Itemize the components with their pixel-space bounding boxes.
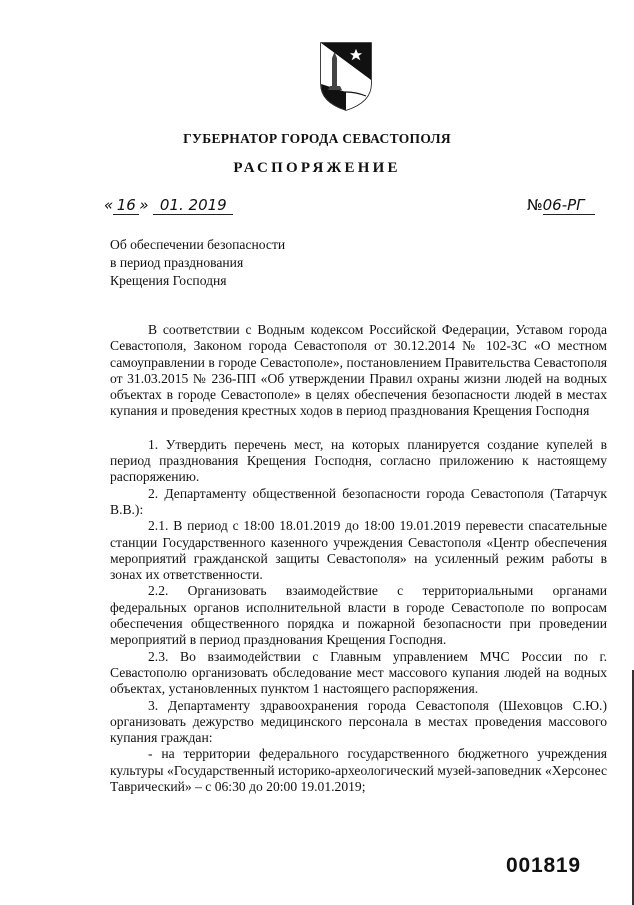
item-2-3-paragraph: 2.3. Во взаимодействии с Главным управлением МЧС России по г. Севастополю организовать обследование мест массового купания людей на водных объектах, установленных пунктом 1 настоящего распоряжения. [110, 648, 607, 697]
issuing-authority: ГУБЕРНАТОР ГОРОДА СЕВАСТОПОЛЯ [183, 131, 451, 146]
number-value: 06-РГ [543, 197, 595, 215]
number-sign: № [527, 196, 543, 214]
item-2-2-paragraph: 2.2. Организовать взаимодействие с территориальными органами федеральных органов исполнительной власти в городе Севастополе по вопросам обеспечения общественного порядка и пожарной безопасности при проведении мероприятий в период празднования Крещения Господня. [110, 583, 607, 648]
document-type-title: РАСПОРЯЖЕНИЕ [233, 160, 401, 176]
item-2-1-paragraph: 2.1. В период с 18:00 18.01.2019 до 18:00 19.01.2019 перевести спасательные станции Государственного казенного учреждения Севастополя «Центр обеспечения мероприятий гражданской защиты Севастополя» на усиленный режим работы в зонах их ответственности. [110, 518, 607, 583]
preamble-paragraph: В соответствии с Водным кодексом Российской Федерации, Уставом города Севастополя, Законом города Севастополя от 30.12.2014 № 102-ЗС «О местном самоуправлении в городе Севастополе», постановлением Правительства Севастополя от 31.03.2015 № 236-ПП «Об утверждении Правил охраны жизни людей на водных объектах в городе Севастополе» в целях обеспечения безопасности людей в местах купания и проведения крестных ходов в период празднования Крещения Господня [110, 322, 607, 419]
date-month-year: 01. 2019 [153, 197, 233, 215]
subject-line: Крещения Господня [110, 273, 227, 288]
document-subject [110, 236, 370, 290]
date-day: 16 [113, 197, 139, 215]
item-2-paragraph: 2. Департаменту общественной безопасности города Севастополя (Татарчук В.В.): [110, 485, 607, 517]
document-number [527, 196, 595, 215]
date-quote-open: « [104, 196, 114, 214]
item-3-bullet-paragraph: - на территории федерального государственного бюджетного учреждения культуры «Государственный историко-археологический музей-заповедник «Херсонес Таврический» – с 06:30 до 20:00 19.01.2019; [110, 746, 607, 795]
document-body [110, 322, 607, 795]
item-3-paragraph: 3. Департаменту здравоохранения города Севастополя (Шеховцов С.Ю.) организовать дежурство медицинского персонала в местах проведения массового купания граждан: [110, 697, 607, 746]
coat-of-arms-emblem [318, 40, 374, 112]
subject-line: Об обеспечении безопасности [110, 237, 286, 252]
document-date [104, 196, 233, 215]
item-1-paragraph: 1. Утвердить перечень мест, на которых планируется создание купелей в период празднования Крещения Господня, согласно приложению к настоящему распоряжению. [110, 436, 607, 485]
date-quote-close: » [139, 196, 149, 214]
subject-line: в период празднования [110, 255, 244, 270]
form-serial-number: 001819 [506, 854, 581, 877]
